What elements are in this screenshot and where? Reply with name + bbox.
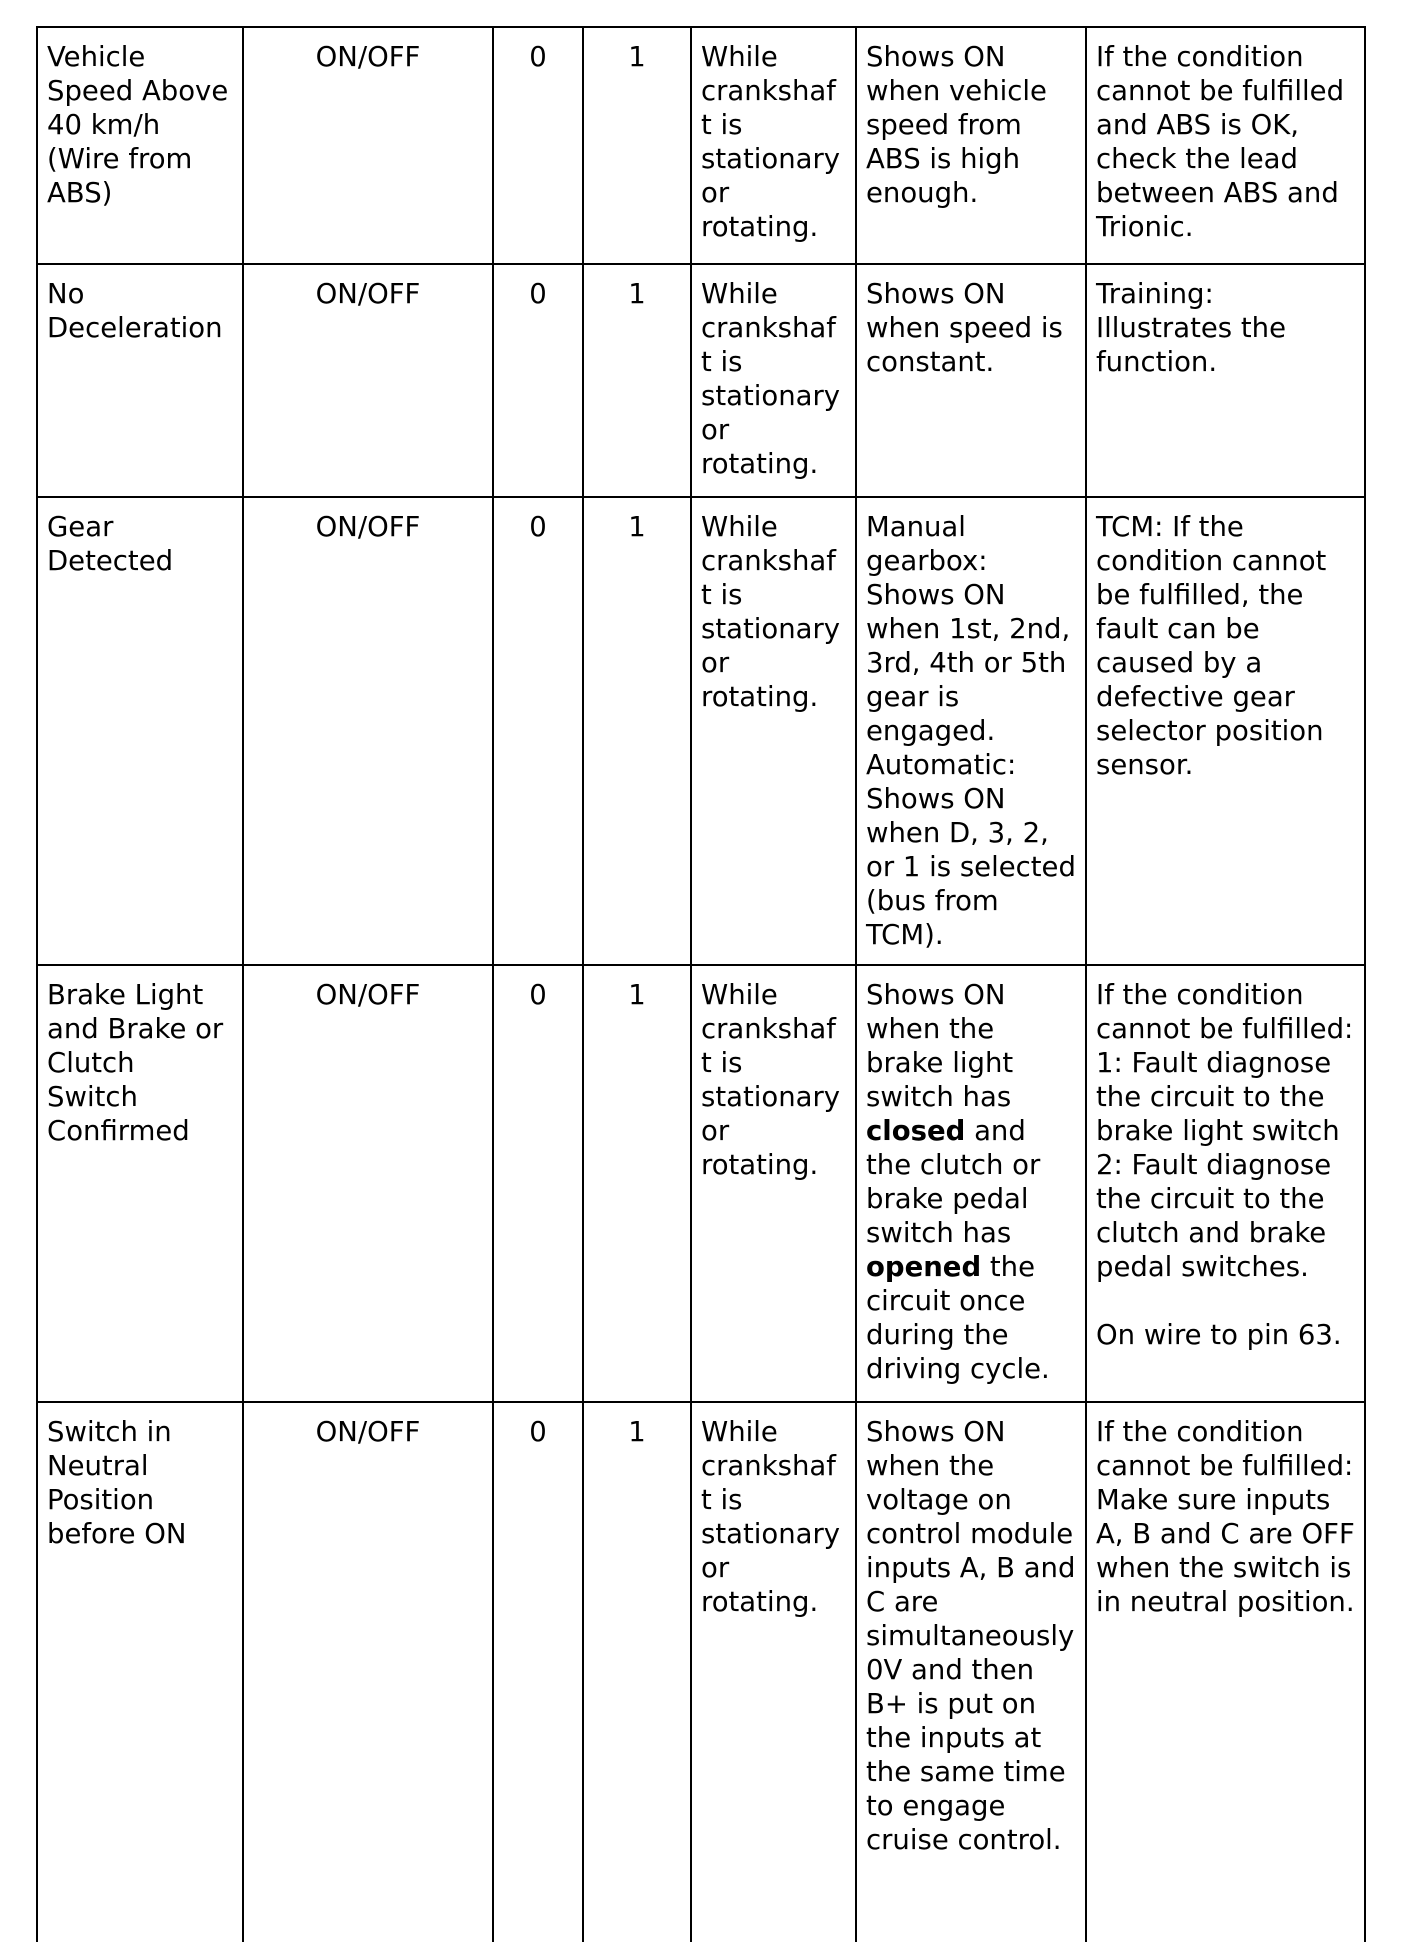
description-cell [856, 1402, 1086, 1942]
table-row [37, 965, 1365, 1402]
description-text: Shows ON when vehicle speed from ABS is high enough. [866, 41, 1047, 209]
table-row [37, 27, 1365, 264]
description-bold-text: closed [866, 1115, 966, 1147]
description-text: and the clutch or brake pedal switch has [866, 1115, 1041, 1249]
description-text: Shows ON when the brake light switch has [866, 979, 1014, 1113]
max-value-cell: 1 [583, 1402, 691, 1942]
parameter-name-cell: Switch in Neutral Position before ON [37, 1402, 243, 1942]
value-type-cell: ON/OFF [243, 27, 493, 264]
parameter-name-cell: Brake Light and Brake or Clutch Switch Confirmed [37, 965, 243, 1402]
min-value-cell: 0 [493, 965, 583, 1402]
condition-cell: While crankshaft is stationary or rotating. [691, 264, 856, 497]
value-type-cell: ON/OFF [243, 1402, 493, 1942]
remark-text: TCM: If the condition cannot be fulfilled, the fault can be caused by a defective gear selector position sensor. [1096, 511, 1327, 781]
remark-cell [1086, 497, 1365, 965]
table-body [37, 27, 1365, 1942]
remark-text: If the condition cannot be fulfilled: 1: Fault diagnose the circuit to the brake light switch 2: Fault diagnose the circuit to the clutch and brake pedal switches. [1096, 979, 1354, 1283]
remark-cell [1086, 965, 1365, 1402]
condition-cell: While crankshaft is stationary or rotating. [691, 497, 856, 965]
remark-cell [1086, 264, 1365, 497]
description-text: Shows ON when speed is constant. [866, 278, 1063, 378]
max-value-cell: 1 [583, 27, 691, 264]
value-type-cell: ON/OFF [243, 497, 493, 965]
remark-text: Training: Illustrates the function. [1096, 278, 1286, 378]
description-text: Shows ON when the voltage on control module inputs A, B and C are simultaneously 0V and then B+ is put on the inputs at the same time to engage cruise control. [866, 1416, 1076, 1856]
remark-cell [1086, 1402, 1365, 1942]
description-text: Manual gearbox: Shows ON when 1st, 2nd, 3rd, 4th or 5th gear is engaged. Automatic: Shows ON when D, 3, 2, or 1 is selected (bus from TCM). [866, 511, 1076, 951]
remark-extra-text: On wire to pin 63. [1096, 1319, 1342, 1351]
parameter-table [36, 26, 1366, 1942]
description-cell [856, 497, 1086, 965]
document-page [36, 26, 1364, 1942]
max-value-cell: 1 [583, 965, 691, 1402]
parameter-name-cell: Gear Detected [37, 497, 243, 965]
min-value-cell: 0 [493, 264, 583, 497]
value-type-cell: ON/OFF [243, 965, 493, 1402]
table-row [37, 1402, 1365, 1942]
condition-cell: While crankshaft is stationary or rotating. [691, 965, 856, 1402]
max-value-cell: 1 [583, 497, 691, 965]
max-value-cell: 1 [583, 264, 691, 497]
parameter-name-cell: Vehicle Speed Above 40 km/h (Wire from ABS) [37, 27, 243, 264]
condition-cell: While crankshaft is stationary or rotating. [691, 1402, 856, 1942]
value-type-cell: ON/OFF [243, 264, 493, 497]
min-value-cell: 0 [493, 497, 583, 965]
description-cell [856, 965, 1086, 1402]
table-row [37, 264, 1365, 497]
condition-cell: While crankshaft is stationary or rotating. [691, 27, 856, 264]
min-value-cell: 0 [493, 1402, 583, 1942]
remark-text: If the condition cannot be fulfilled and ABS is OK, check the lead between ABS and Trionic. [1096, 41, 1345, 243]
table-row [37, 497, 1365, 965]
remark-cell [1086, 27, 1365, 264]
description-text: the circuit once during the driving cycle. [866, 1251, 1050, 1385]
remark-text: If the condition cannot be fulfilled: Make sure inputs A, B and C are OFF when the switch is in neutral position. [1096, 1416, 1355, 1618]
description-bold-text: opened [866, 1251, 982, 1283]
parameter-name-cell: No Deceleration [37, 264, 243, 497]
description-cell [856, 264, 1086, 497]
min-value-cell: 0 [493, 27, 583, 264]
description-cell [856, 27, 1086, 264]
